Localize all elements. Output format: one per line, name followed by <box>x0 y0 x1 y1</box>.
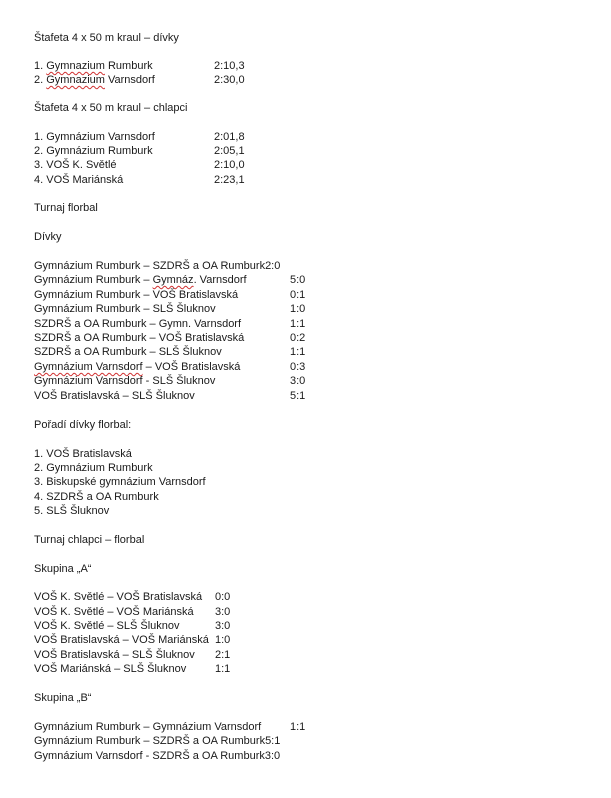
group-b-heading: Skupina „B“ <box>34 692 92 704</box>
relay-time: 2:30,0 <box>214 74 245 86</box>
boys-title: Turnaj chlapci – florbal <box>34 534 145 546</box>
relay-time: 2:23,1 <box>214 174 245 186</box>
ranking-item: 5. SLŠ Šluknov <box>34 505 110 517</box>
match-score: 0:0 <box>215 591 231 603</box>
match-score: 1:0 <box>290 303 306 315</box>
girls-heading: Dívky <box>34 231 62 243</box>
match-score: 3:0 <box>290 375 306 387</box>
relay-time: 2:05,1 <box>214 145 245 157</box>
match-score: 3:0 <box>215 606 231 618</box>
group-a-heading: Skupina „A“ <box>34 563 92 575</box>
relay-time: 2:10,0 <box>214 159 245 171</box>
floorball-title: Turnaj florbal <box>34 202 98 214</box>
match-score: 3:0 <box>215 620 231 632</box>
relay-time: 2:10,3 <box>214 60 245 72</box>
match-score: 0:2 <box>290 332 306 344</box>
match-score: 1:0 <box>215 634 231 646</box>
relay-girls-heading: Štafeta 4 x 50 m kraul – dívky <box>34 32 179 44</box>
spelling-marked-word: Gymnázium Varnsdorf <box>34 361 143 373</box>
ranking-item: 4. SZDRŠ a OA Rumburk <box>34 491 159 503</box>
spelling-marked-word: Gymnazium <box>46 60 105 72</box>
ranking-item: 3. Biskupské gymnázium Varnsdorf <box>34 476 206 488</box>
document-page: Štafeta 4 x 50 m kraul – dívky 1. Gymnazium Rumburk 2:10,3 2. Gymnazium Varnsdorf 2:30,0 Štafeta 4 x 50 m kraul – chlapci 1. Gymnázium Varnsdorf 2:01,8 2. Gymnázium Rumburk 2:05,1 3. VOŠ K. Světlé 2:10,0 4. VOŠ Mariánská 2:23,1 Turnaj florbal Dívky Gymnázium Rumburk – SZDRŠ a OA Rumburk2:0 Gymnázium Rumburk – Gymnáz. Varnsdorf 5:0 Gymnázium Rumburk – VOŠ Bratislavská 0:1 Gymnázium Rumburk – SLŠ Šluknov 1:0 SZDRŠ a OA Rumburk – Gymn. Varnsdorf 1:1 SZDRŠ a OA Rumburk – VOŠ Bratislavská 0:2 SZDRŠ a OA Rumburk – SLŠ Šluknov 1:1 Gymnázium Varnsdorf – VOŠ Bratislavská 0:3 Gymnázium Varnsdorf - SLŠ Šluknov 3:0 VOŠ Bratislavská – SLŠ Šluknov 5:1 Pořadí dívky florbal: 1. VOŠ Bratislavská 2. Gymnázium Rumburk 3. Biskupské gymnázium Varnsdorf 4. SZDRŠ a OA Rumburk 5. SLŠ Šluknov Turnaj chlapci – florbal Skupina „A“ VOŠ K. Světlé – VOŠ Bratislavská 0:0 VOŠ K. Světlé – VOŠ Mariánská 3:0 VOŠ K. Světlé – SLŠ Šluknov 3:0 VOŠ Bratislavská – VOŠ Mariánská 1:0 VOŠ Bratislavská – SLŠ Šluknov 2:1 VOŠ Mariánská – SLŠ Šluknov 1:1 Skupina „B“ Gymnázium Rumburk – Gymnázium Varnsdorf 1:1 Gymnázium Rumburk – SZDRŠ a OA Rumburk5:1 Gymnázium Varnsdorf - SZDRŠ a OA Rumburk3:0 <box>34 32 306 762</box>
match-score: 1:1 <box>290 346 306 358</box>
match-score: 0:3 <box>290 361 306 373</box>
match-score: 1:1 <box>290 318 306 330</box>
ranking-item: 1. VOŠ Bratislavská <box>34 448 132 460</box>
match-score: 5:0 <box>290 274 306 286</box>
relay-time: 2:01,8 <box>214 131 245 143</box>
relay-boys-heading: Štafeta 4 x 50 m kraul – chlapci <box>34 102 188 114</box>
spelling-marked-word: Gymnazium <box>46 74 105 86</box>
match-score: 1:1 <box>215 663 231 675</box>
girls-ranking-heading: Pořadí dívky florbal: <box>34 419 132 431</box>
spelling-marked-word: Gymnáz <box>152 274 194 286</box>
match-score: 5:1 <box>290 390 306 402</box>
match-score: 0:1 <box>290 289 306 301</box>
match-score: 2:1 <box>215 649 231 661</box>
match-score: 1:1 <box>290 721 306 733</box>
ranking-item: 2. Gymnázium Rumburk <box>34 462 153 474</box>
